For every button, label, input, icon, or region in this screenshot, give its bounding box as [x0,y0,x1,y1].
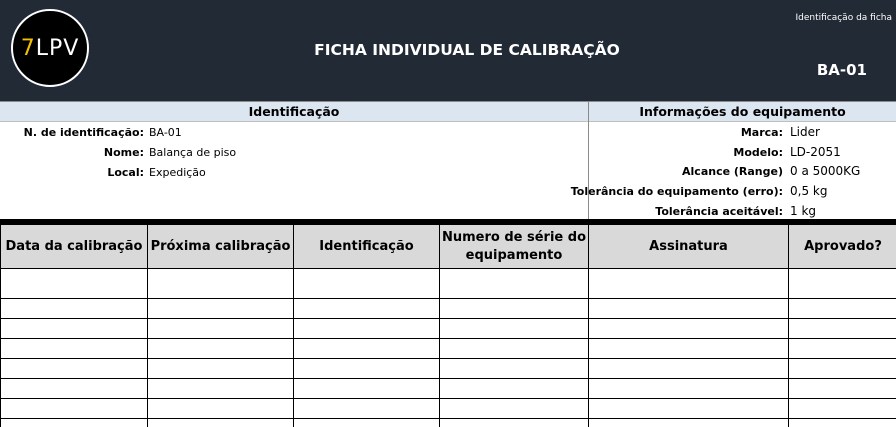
ident-row-local [0,163,588,182]
table-cell[interactable] [440,379,589,399]
equip-row-alcance [589,162,896,182]
table-cell[interactable] [440,319,589,339]
equip-label: Alcance (Range) [682,165,783,178]
equip-value[interactable]: 0 a 5000KG [790,164,861,178]
equip-label: Modelo: [733,146,783,159]
table-cell[interactable] [589,299,789,319]
table-cell[interactable] [589,419,789,427]
ident-label: N. de identificação: [23,126,144,139]
table-cell[interactable] [294,269,440,299]
table-cell[interactable] [440,359,589,379]
table-cell[interactable] [789,299,896,319]
table-cell[interactable] [148,399,294,419]
table-cell[interactable] [589,319,789,339]
table-cell[interactable] [294,399,440,419]
table-cell[interactable] [148,359,294,379]
table-cell[interactable] [1,359,148,379]
table-cell[interactable] [294,419,440,427]
table-cell[interactable] [1,339,148,359]
table-cell[interactable] [789,419,896,427]
ident-value[interactable]: Expedição [149,166,206,179]
table-cell[interactable] [789,319,896,339]
table-cell[interactable] [1,319,148,339]
equip-label: Tolerância aceitável: [655,205,783,218]
table-cell[interactable] [440,419,589,427]
table-cell[interactable] [148,299,294,319]
document-title: FICHA INDIVIDUAL DE CALIBRAÇÃO [314,41,620,59]
table-cell[interactable] [440,299,589,319]
ident-value[interactable]: Balança de piso [149,146,237,159]
table-row [1,319,896,339]
table-cell[interactable] [440,339,589,359]
ident-row-id [0,123,588,142]
ident-value[interactable]: BA-01 [149,126,182,139]
logo-letters: LPV [35,35,80,61]
col-header-numero-serie: Numero de série do equipamento [440,225,589,269]
calibration-log-table [0,224,896,427]
table-cell[interactable] [1,419,148,427]
table-cell[interactable] [148,379,294,399]
table-cell[interactable] [148,419,294,427]
table-cell[interactable] [589,359,789,379]
ident-row-nome [0,143,588,162]
table-cell[interactable] [294,379,440,399]
table-cell[interactable] [789,379,896,399]
sheet-id-label: Identificação da ficha [795,13,892,23]
ident-label: Nome: [103,146,144,159]
logo-accent-digit: 7 [20,35,36,61]
table-row [1,359,896,379]
table-cell[interactable] [294,299,440,319]
equip-row-marca [589,123,896,143]
table-cell[interactable] [294,319,440,339]
table-cell[interactable] [789,399,896,419]
col-header-assinatura: Assinatura [589,225,789,269]
equip-row-tolerancia-equip [570,182,896,202]
table-cell[interactable] [589,379,789,399]
col-header-data-calibracao: Data da calibração [1,225,148,269]
equipamento-section-title: Informações do equipamento [588,101,896,122]
equip-value[interactable]: LD-2051 [790,145,841,159]
equip-label: Marca: [740,126,783,139]
sheet-id-code: BA-01 [816,61,867,79]
table-row [1,269,896,299]
equip-value[interactable]: Lider [790,125,820,139]
table-cell[interactable] [148,339,294,359]
table-row [1,419,896,427]
table-row [1,379,896,399]
col-header-aprovado: Aprovado? [789,225,896,269]
table-cell[interactable] [294,359,440,379]
table-cell[interactable] [1,299,148,319]
table-row [1,299,896,319]
table-cell[interactable] [589,269,789,299]
table-cell[interactable] [148,269,294,299]
table-header-row [1,225,896,269]
table-cell[interactable] [1,379,148,399]
table-cell[interactable] [789,339,896,359]
table-cell[interactable] [789,269,896,299]
table-cell[interactable] [1,269,148,299]
table-cell[interactable] [789,359,896,379]
table-row [1,399,896,419]
equip-value[interactable]: 1 kg [790,204,817,218]
table-cell[interactable] [1,399,148,419]
equip-row-modelo [589,143,896,163]
ident-label: Local: [107,166,144,179]
table-cell[interactable] [148,319,294,339]
table-cell[interactable] [294,339,440,359]
equip-value[interactable]: 0,5 kg [790,184,828,198]
table-cell[interactable] [589,399,789,419]
col-header-proxima-calibracao: Próxima calibração [148,225,294,269]
table-cell[interactable] [589,339,789,359]
header-bar [0,0,896,101]
col-header-identificacao: Identificação [294,225,440,269]
identificacao-section-title: Identificação [0,101,588,122]
table-row [1,339,896,359]
table-cell[interactable] [440,269,589,299]
table-cell[interactable] [440,399,589,419]
equip-label: Tolerância do equipamento (erro): [570,185,783,198]
